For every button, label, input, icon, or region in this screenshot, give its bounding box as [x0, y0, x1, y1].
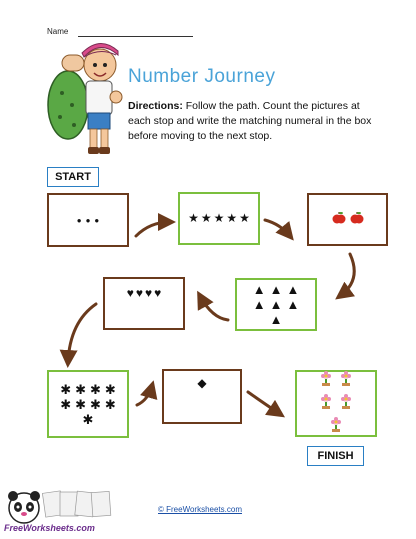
arrow-5-6	[68, 304, 96, 362]
stop-6-item: ✱	[90, 381, 101, 397]
stop-6-item: ✱	[104, 381, 116, 397]
stop-6-item: ✱	[75, 381, 86, 397]
name-label: Name	[47, 27, 69, 36]
stop-4-box[interactable]	[235, 278, 317, 331]
stop-5-item: ♥	[145, 286, 153, 300]
stop-2-item: ★	[188, 211, 199, 225]
stop-1-box[interactable]	[47, 193, 129, 247]
stop-1-item: ●	[76, 215, 82, 225]
arrow-7-8	[248, 392, 280, 414]
stop-8-item	[319, 371, 333, 390]
arrow-4-5	[200, 296, 228, 320]
arrow-1-2	[136, 222, 170, 236]
stop-8-box[interactable]	[295, 370, 377, 437]
stop-2-item: ★	[239, 211, 250, 225]
arrow-2-3	[265, 220, 290, 236]
stop-6-item: ✱	[104, 396, 116, 412]
stop-4-item: ▲	[286, 297, 300, 312]
stop-7-item: ◆	[197, 376, 207, 390]
stop-1-item: ●	[94, 215, 100, 225]
stop-6-item: ✱	[60, 381, 72, 397]
stop-4-item: ▲	[269, 312, 283, 327]
arrow-3-4	[340, 254, 354, 296]
stop-6-box[interactable]	[47, 370, 129, 438]
stop-4-item: ▲	[252, 297, 266, 312]
stop-4-item: ▲	[269, 282, 283, 297]
arrow-6-7	[137, 386, 152, 405]
stop-5-box[interactable]	[103, 277, 185, 330]
stop-6-item: ✱	[60, 396, 72, 412]
stop-4-item: ▲	[252, 282, 266, 297]
worksheet-title: Number Journey	[128, 66, 276, 87]
finish-label: FINISH	[307, 446, 364, 466]
stop-6-item: ✱	[75, 396, 86, 412]
directions-text: Follow the path. Count the pictures at each stop and write the matching numeral in the box before moving to the next stop.	[128, 100, 372, 142]
stop-8-item	[319, 394, 333, 413]
stop-2-item: ★	[226, 211, 238, 225]
directions-label: Directions:	[128, 100, 183, 112]
stop-5-item: ♥	[126, 286, 134, 300]
stop-6-item: ✱	[90, 396, 101, 412]
stop-1-item: ●	[85, 215, 91, 225]
stop-8-item	[339, 371, 353, 390]
stop-4-item: ▲	[286, 282, 300, 297]
stop-8-item	[339, 394, 353, 413]
stop-7-box[interactable]	[162, 369, 242, 424]
stop-3-item	[332, 211, 346, 228]
footer-link[interactable]: © FreeWorksheets.com	[158, 505, 242, 514]
stop-2-item: ★	[200, 211, 212, 225]
stop-5-item: ♥	[135, 286, 143, 300]
stop-3-item	[350, 211, 364, 228]
stop-6-item: ✱	[82, 411, 94, 427]
stop-5-item: ♥	[154, 286, 162, 300]
start-label: START	[47, 167, 99, 187]
stop-4-item: ▲	[269, 297, 283, 312]
logo-text: FreeWorksheets.com	[4, 523, 95, 533]
stop-2-box[interactable]	[178, 192, 260, 245]
stop-2-item: ★	[213, 211, 225, 225]
stop-3-box[interactable]	[307, 193, 388, 246]
stop-8-item	[329, 417, 343, 436]
